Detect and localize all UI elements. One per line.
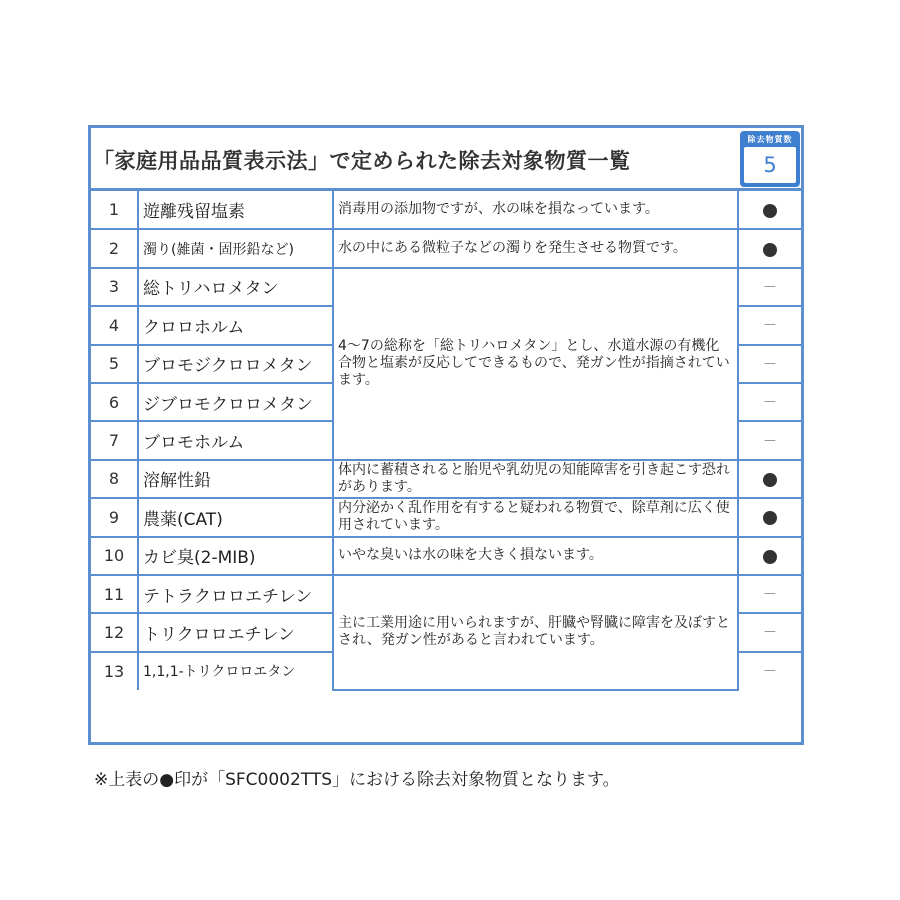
group-description-trihalomethane: 4～7の総称を「総トリハロメタン」とし、水道水源の有機化合物と塩素が反応してできるもので、発ガン性が指摘されています。 (333, 268, 738, 460)
substance-name: 濁り(雑菌・固形鉛など) (138, 229, 333, 267)
not-removed-dash: － (763, 279, 777, 296)
substance-name: 遊離残留塩素 (138, 191, 333, 229)
substance-table-card (88, 125, 804, 745)
substance-description: 内分泌かく乱作用を有すると疑われる物質で、除草剤に広く使用されています。 (333, 498, 738, 536)
table-row (91, 575, 801, 613)
removal-mark (738, 498, 801, 536)
table-row (91, 460, 801, 498)
table-header (91, 128, 801, 191)
row-number: 5 (91, 345, 138, 383)
not-removed-dash: － (763, 625, 777, 642)
removal-count-label: 除去物質数 (747, 135, 793, 144)
row-number: 7 (91, 421, 138, 459)
removal-count-badge (740, 131, 800, 187)
substance-name: 1,1,1-トリクロロエタン (138, 652, 333, 690)
substance-name: テトラクロロエチレン (138, 575, 333, 613)
row-number: 9 (91, 498, 138, 536)
group-description-industrial: 主に工業用途に用いられますが、肝臓や腎臓に障害を及ぼすとされ、発ガン性があると言われています。 (333, 575, 738, 690)
row-number: 13 (91, 652, 138, 690)
substance-name: カビ臭(2-MIB) (138, 537, 333, 575)
removal-mark (738, 345, 801, 383)
removed-dot-icon (763, 473, 777, 487)
substance-description: いやな臭いは水の味を大きく損ないます。 (333, 537, 738, 575)
substance-name: ブロモジクロロメタン (138, 345, 333, 383)
substance-name: 農薬(CAT) (138, 498, 333, 536)
row-number: 10 (91, 537, 138, 575)
removal-mark (738, 306, 801, 344)
row-number: 6 (91, 383, 138, 421)
removed-dot-icon (763, 550, 777, 564)
row-number: 8 (91, 460, 138, 498)
row-number: 4 (91, 306, 138, 344)
not-removed-dash: － (763, 587, 777, 604)
not-removed-dash: － (763, 356, 777, 373)
table-row (91, 537, 801, 575)
substance-table (91, 191, 801, 691)
substance-description: 消毒用の添加物ですが、水の味を損なっています。 (333, 191, 738, 229)
substance-name: クロロホルム (138, 306, 333, 344)
removal-count-value: 5 (744, 147, 796, 183)
not-removed-dash: － (763, 318, 777, 335)
not-removed-dash: － (763, 433, 777, 450)
table-row (91, 229, 801, 267)
removal-mark (738, 383, 801, 421)
footnote: ※上表の●印が「SFC0002TTS」における除去対象物質となります。 (94, 770, 620, 790)
removed-dot-icon (763, 511, 777, 525)
row-number: 11 (91, 575, 138, 613)
removal-mark (738, 268, 801, 306)
removal-mark (738, 537, 801, 575)
substance-name: トリクロロエチレン (138, 613, 333, 651)
table-row (91, 191, 801, 229)
removal-mark (738, 460, 801, 498)
row-number: 1 (91, 191, 138, 229)
removed-dot-icon (763, 243, 777, 257)
substance-description: 水の中にある微粒子などの濁りを発生させる物質です。 (333, 229, 738, 267)
row-number: 3 (91, 268, 138, 306)
removal-mark (738, 613, 801, 651)
removed-dot-icon (763, 204, 777, 218)
page-title: 「家庭用品品質表示法」で定められた除去対象物質一覧 (93, 149, 631, 173)
removal-mark (738, 191, 801, 229)
table-row (91, 498, 801, 536)
row-number: 12 (91, 613, 138, 651)
removal-mark (738, 652, 801, 690)
not-removed-dash: － (763, 395, 777, 412)
removal-mark (738, 421, 801, 459)
table-row (91, 268, 801, 306)
removal-mark (738, 229, 801, 267)
substance-name: ブロモホルム (138, 421, 333, 459)
substance-name: 総トリハロメタン (138, 268, 333, 306)
removal-mark (738, 575, 801, 613)
row-number: 2 (91, 229, 138, 267)
not-removed-dash: － (763, 664, 777, 681)
substance-description: 体内に蓄積されると胎児や乳幼児の知能障害を引き起こす恐れがあります。 (333, 460, 738, 498)
substance-name: ジブロモクロロメタン (138, 383, 333, 421)
substance-name: 溶解性鉛 (138, 460, 333, 498)
